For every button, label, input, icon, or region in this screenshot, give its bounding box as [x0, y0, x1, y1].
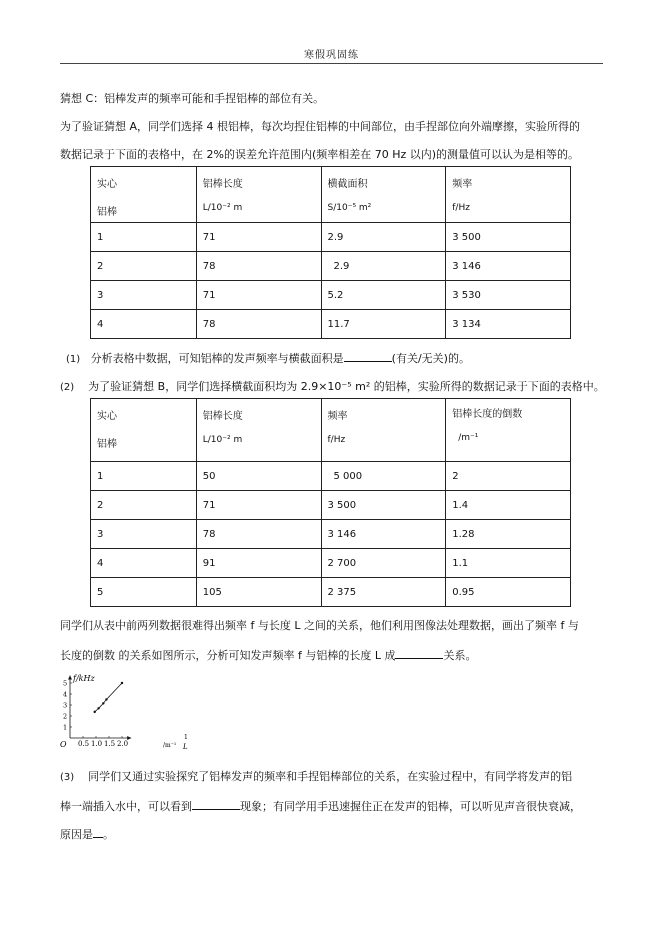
table-row — [91, 281, 571, 310]
table-cell: 5 000 — [321, 462, 446, 491]
table-cell: 71 — [196, 223, 321, 252]
graph-series — [94, 682, 124, 713]
y-tick-label: 3 — [63, 701, 68, 710]
y-tick-label: 4 — [63, 690, 68, 699]
table-cell: 3 146 — [321, 520, 446, 549]
table-cell: 0.95 — [446, 578, 571, 607]
intro-line-1: 为了验证猜想 A，同学们选择 4 根铝棒，每次均捏住铝棒的中间部位，由手捏部位向外端摩擦，实验所得的 — [60, 120, 581, 133]
question-2-number: (2) — [60, 382, 75, 393]
answer-blank-3[interactable] — [192, 799, 240, 810]
frequency-graph — [60, 672, 190, 752]
table-row — [91, 549, 571, 578]
table-cell: 11.7 — [321, 310, 446, 339]
x-tick-label: 2.0 — [117, 740, 129, 748]
graph-x-label-den: L — [183, 743, 188, 751]
table-cell: 105 — [196, 578, 321, 607]
question-1-number: (1) — [66, 354, 81, 365]
table-cell: 1.4 — [446, 491, 571, 520]
question-3-text: 同学们又通过实验探究了铝棒发声的频率和手捏铝棒部位的关系，在实验过程中，有同学将发声的铝 — [88, 770, 573, 783]
question-3-text-after: 现象；有同学用手迅速握住正在发声的铝棒，可以听见声音很快衰减， — [240, 800, 581, 813]
table-2-header-row — [91, 399, 571, 462]
table-1-header-cell: 实心 铝棒 — [91, 167, 197, 223]
table-cell: 3 — [91, 281, 197, 310]
data-point — [121, 682, 123, 684]
table-cell: 71 — [196, 281, 321, 310]
table-row — [91, 491, 571, 520]
table-2-header-cell: 铝棒长度的倒数 /m⁻¹ — [446, 399, 571, 462]
graph-x-label-num: 1 — [184, 734, 188, 741]
table-cell: 5.2 — [321, 281, 446, 310]
table-row — [91, 252, 571, 281]
question-3-text: 棒一端插入水中，可以看到 — [60, 800, 192, 813]
table-1 — [90, 166, 571, 339]
table-1-header-cell: 横截面积 S/10⁻⁵ m² — [321, 167, 446, 223]
question-3-number: (3) — [60, 772, 75, 783]
y-tick-label: 1 — [63, 723, 68, 732]
question-2-text: 为了验证猜想 B，同学们选择横截面积均为 2.9×10⁻⁵ m² 的铝棒，实验所得的数据记录于下面的表格中。 — [88, 380, 605, 393]
x-tick-label: 0.5 — [78, 740, 90, 748]
table-cell: 78 — [196, 310, 321, 339]
table-cell: 2 — [91, 491, 197, 520]
data-point — [94, 711, 96, 713]
question-1 — [66, 350, 470, 366]
question-3-line-3 — [60, 826, 114, 842]
table-cell: 1 — [91, 462, 197, 491]
analysis-line-2 — [60, 647, 476, 663]
table-cell: 4 — [91, 310, 197, 339]
x-tick-label: 1.0 — [91, 740, 103, 748]
y-axis-arrow — [68, 676, 72, 680]
table-row — [91, 310, 571, 339]
analysis-text-after: 关系。 — [443, 649, 477, 662]
table-cell: 3 500 — [446, 223, 571, 252]
table-2-header-cell: 铝棒长度 L/10⁻² m — [196, 399, 321, 462]
table-cell: 78 — [196, 520, 321, 549]
table-1-header-cell: 铝棒长度 L/10⁻² m — [196, 167, 321, 223]
table-cell: 2.9 — [321, 252, 446, 281]
table-row — [91, 223, 571, 252]
table-cell: 2 — [91, 252, 197, 281]
table-cell: 3 146 — [446, 252, 571, 281]
table-cell: 91 — [196, 549, 321, 578]
table-cell: 5 — [91, 578, 197, 607]
header-rule — [60, 63, 603, 64]
graph-origin-label: O — [60, 740, 67, 749]
table-1-header-cell: 频率 f/Hz — [446, 167, 571, 223]
graph-y-label: f/kHz — [73, 674, 95, 683]
table-2-header-cell: 频率 f/Hz — [321, 399, 446, 462]
table-cell: 1.1 — [446, 549, 571, 578]
table-row — [91, 578, 571, 607]
table-row — [91, 462, 571, 491]
guess-c: 猜想 C：铝棒发声的频率可能和手捏铝棒的部位有关。 — [60, 92, 325, 105]
analysis-text: 长度的倒数 的关系如图所示，分析可知发声频率 f 与铝棒的长度 L 成 — [60, 649, 396, 662]
question-3-text: 原因是 — [60, 828, 93, 841]
table-cell: 78 — [196, 252, 321, 281]
x-tick-label: 1.5 — [104, 740, 116, 748]
question-3-line-1 — [60, 768, 572, 784]
data-point — [97, 707, 99, 709]
table-cell: 3 — [91, 520, 197, 549]
table-cell: 2 — [446, 462, 571, 491]
answer-blank-1[interactable] — [344, 351, 392, 362]
table-2-header-cell: 实心 铝棒 — [91, 399, 197, 462]
table-cell: 2 375 — [321, 578, 446, 607]
table-cell: 3 500 — [321, 491, 446, 520]
table-2 — [90, 398, 571, 607]
page-header: 寒假巩固练 — [304, 50, 359, 61]
table-1-header-row — [91, 167, 571, 223]
question-1-text: 分析表格中数据，可知铝棒的发声频率与横截面积是 — [90, 352, 344, 365]
analysis-line-1: 同学们从表中前两列数据很难得出频率 f 与长度 L 之间的关系，他们利用图像法处理数据，画出了频率 f 与 — [60, 619, 579, 632]
data-point — [102, 702, 104, 704]
question-2 — [60, 378, 605, 394]
y-tick-label: 5 — [63, 679, 68, 688]
table-cell: 3 530 — [446, 281, 571, 310]
question-3-line-2 — [60, 798, 581, 814]
table-cell: 4 — [91, 549, 197, 578]
table-cell: 50 — [196, 462, 321, 491]
question-1-text-after: (有关/无关)的。 — [391, 352, 470, 365]
question-3-text-after: 。 — [103, 828, 114, 841]
table-cell: 3 134 — [446, 310, 571, 339]
table-row — [91, 520, 571, 549]
answer-blank-2[interactable] — [395, 648, 443, 659]
table-cell: 1 — [91, 223, 197, 252]
graph-x-label-unit: /m⁻¹ — [163, 742, 177, 749]
table-cell: 1.28 — [446, 520, 571, 549]
data-point — [105, 698, 107, 700]
intro-line-2: 数据记录于下面的表格中，在 2%的误差允许范围内(频率相差在 70 Hz 以内)的测量值可以认为是相等的。 — [60, 148, 580, 161]
table-cell: 2 700 — [321, 549, 446, 578]
answer-blank-4[interactable] — [93, 827, 103, 838]
table-cell: 2.9 — [321, 223, 446, 252]
y-tick-label: 2 — [63, 712, 68, 721]
table-cell: 71 — [196, 491, 321, 520]
